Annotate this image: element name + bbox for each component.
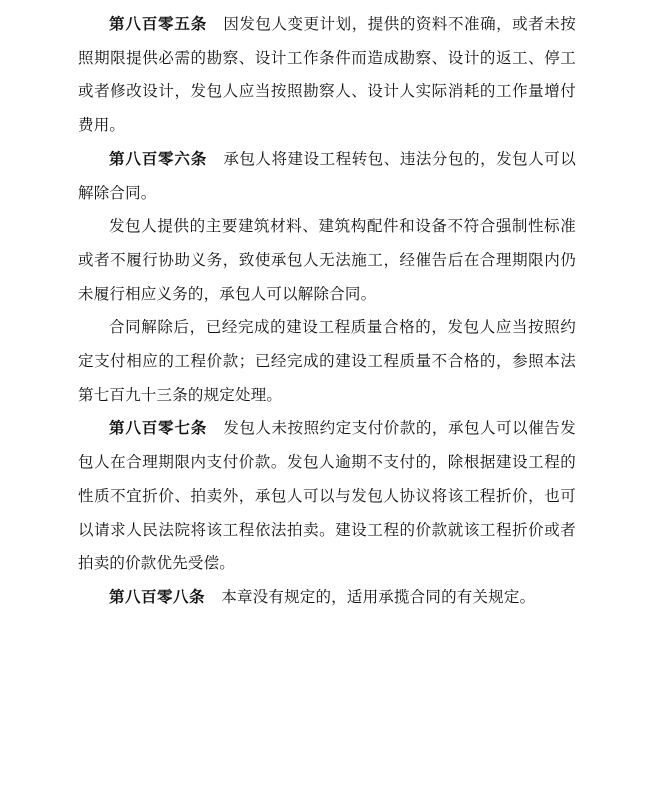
paragraph-text: 承包人将建设工程转包、违法分包的，发包人可以解除合同。 xyxy=(78,150,576,202)
law-paragraph xyxy=(78,581,576,615)
paragraph-text: 发包人未按照约定支付价款的，承包人可以催告发包人在合理期限内支付价款。发包人逾期不支付的，除根据建设工程的性质不宜折价、拍卖外，承包人可以与发包人协议将该工程折价，也可以请求人民法院将该工程依法拍卖。建设工程的价款就该工程折价或者拍卖的价款优先受偿。 xyxy=(78,420,576,573)
paragraph-text: 本章没有规定的，适用承揽合同的有关规定。 xyxy=(221,588,536,606)
law-paragraph xyxy=(78,210,576,311)
law-paragraph xyxy=(78,412,576,581)
article-number-label: 第八百零八条 xyxy=(109,588,206,606)
paragraph-text: 发包人提供的主要建筑材料、建筑构配件和设备不符合强制性标准或者不履行协助义务，致使承包人无法施工，经催告后在合理期限内仍未履行相应义务的，承包人可以解除合同。 xyxy=(78,218,576,303)
article-number-label: 第八百零七条 xyxy=(109,420,208,438)
paragraph-text: 合同解除后，已经完成的建设工程质量合格的，发包人应当按照约定支付相应的工程价款；已经完成的建设工程质量不合格的，参照本法第七百九十三条的规定处理。 xyxy=(78,319,576,404)
article-number-label: 第八百零六条 xyxy=(109,150,208,168)
law-paragraph xyxy=(78,311,576,412)
law-paragraph xyxy=(78,143,576,210)
paragraph-text: 因发包人变更计划，提供的资料不准确，或者未按照期限提供必需的勘察、设计工作条件而造成勘察、设计的返工、停工或者修改设计，发包人应当按照勘察人、设计人实际消耗的工作量增付费用。 xyxy=(78,16,576,135)
document-body xyxy=(78,8,576,615)
article-number-label: 第八百零五条 xyxy=(109,16,208,33)
law-paragraph xyxy=(78,8,576,143)
